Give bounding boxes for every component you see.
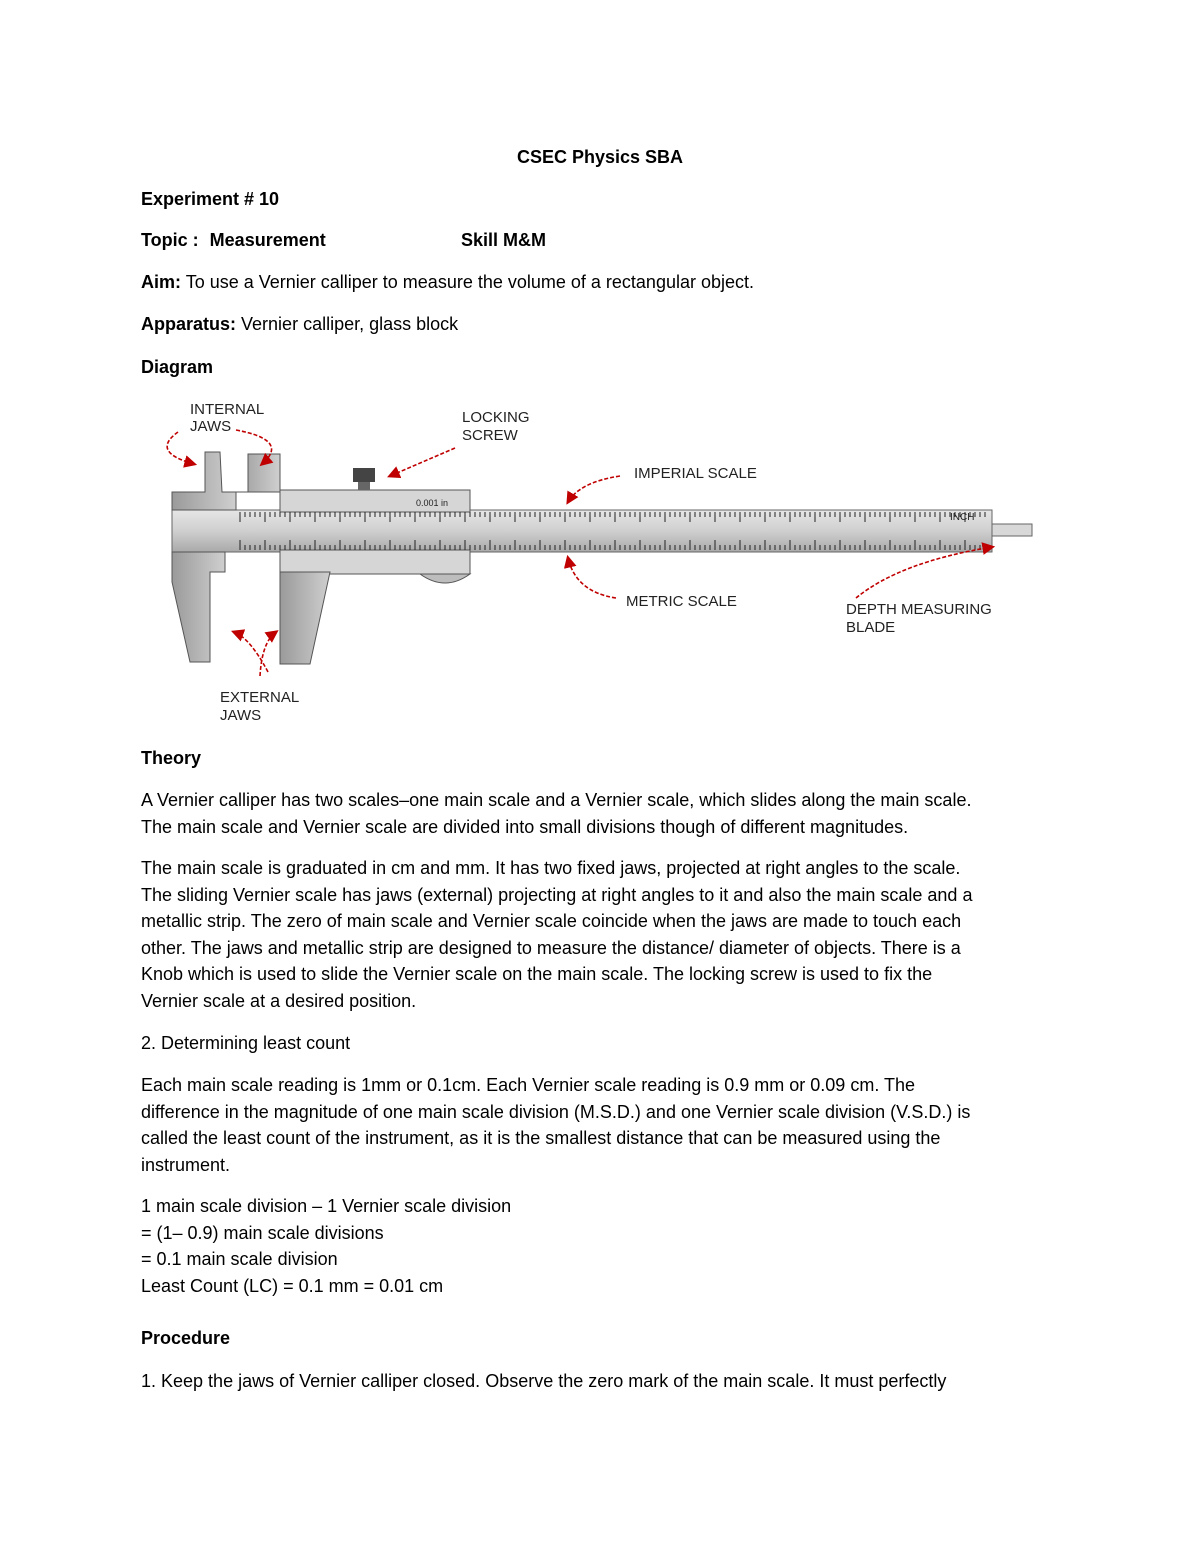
sliding-internal-jaw — [236, 454, 280, 492]
apparatus-label: Apparatus: — [141, 314, 237, 334]
topic-value: Measurement — [209, 230, 326, 250]
thumb-knob — [420, 574, 470, 583]
apparatus-line — [141, 313, 458, 335]
vernier-lower — [280, 550, 470, 574]
skill-label: Skill M&M — [461, 230, 547, 250]
topic-line — [141, 229, 547, 251]
procedure-step-1: 1. Keep the jaws of Vernier calliper closed. Observe the zero mark of the main scale. It must perfectly — [141, 1371, 947, 1391]
depth-blade — [992, 524, 1032, 536]
internal-jaws-label-2: JAWS — [190, 418, 232, 435]
fixed-external-jaw — [172, 552, 225, 662]
text-line: difference in the magnitude of one main scale division (M.S.D.) and one Vernier scale division (V.S.D.) is — [141, 1101, 971, 1122]
depth-blade-label: DEPTH MEASURING — [846, 601, 992, 618]
theory-heading: Theory — [141, 748, 202, 768]
calc-line: Least Count (LC) = 0.1 mm = 0.01 cm — [141, 1275, 444, 1296]
least-count-calculation — [141, 1193, 1061, 1299]
experiment-number: Experiment # 10 — [141, 189, 280, 209]
page-title: CSEC Physics SBA — [516, 147, 684, 167]
calc-line: 1 main scale division – 1 Vernier scale division — [141, 1196, 512, 1216]
aim-label: Aim: — [141, 272, 181, 292]
locking-screw — [353, 468, 375, 482]
calc-line: = 0.1 main scale division — [141, 1249, 338, 1269]
external-jaws-label: EXTERNAL — [220, 689, 300, 706]
locking-screw-label: LOCKING — [462, 409, 530, 426]
topic-label: Topic : — [141, 230, 199, 250]
text-line: The sliding Vernier scale has jaws (external) projecting at right angles to it and also the main scale and a — [141, 884, 973, 905]
theory-paragraph-2 — [141, 855, 1061, 1014]
theory-paragraph-3 — [141, 1072, 1061, 1178]
text-line: The main scale is graduated in cm and mm. It has two fixed jaws, projected at right angles to the scale. — [141, 858, 961, 878]
text-line: called the least count of the instrument, as it is the smallest distance that can be measured using the — [141, 1128, 941, 1148]
apparatus-text: Vernier calliper, glass block — [241, 314, 459, 334]
diagram-heading: Diagram — [141, 357, 214, 377]
aim-text: To use a Vernier calliper to measure the volume of a rectangular object. — [185, 272, 754, 292]
text-line: The main scale and Vernier scale are divided into small divisions though of different magnitudes. — [141, 816, 909, 837]
calc-line: = (1– 0.9) main scale divisions — [141, 1222, 384, 1243]
sliding-external-jaw — [280, 572, 330, 664]
text-line: Vernier scale at a desired position. — [141, 990, 417, 1011]
depth-blade-label-2: BLADE — [846, 619, 896, 636]
text-line: other. The jaws and metallic strip are designed to measure the distance/ diameter of objects. There is a — [141, 937, 961, 958]
text-line: metallic strip. The zero of main scale and Vernier scale coincide when the jaws are made to touch each — [141, 911, 962, 931]
vernier-calliper-diagram — [150, 392, 1040, 732]
text-line: Each main scale reading is 1mm or 0.1cm. Each Vernier scale reading is 0.9 mm or 0.09 cm. The — [141, 1075, 916, 1095]
least-count-heading: 2. Determining least count — [141, 1033, 351, 1053]
vernier-inch-label: 0.001 in — [416, 498, 449, 508]
external-jaws-label-2: JAWS — [220, 707, 262, 724]
aim-line — [141, 271, 754, 293]
internal-jaws-label: INTERNAL — [190, 401, 265, 418]
procedure-heading: Procedure — [141, 1328, 231, 1348]
theory-paragraph-1 — [141, 787, 1061, 840]
inch-label: INCH — [950, 512, 975, 523]
text-line: instrument. — [141, 1154, 231, 1175]
text-line: A Vernier calliper has two scales–one main scale and a Vernier scale, which slides along the main scale. — [141, 790, 972, 810]
locking-screw-label-2: SCREW — [462, 427, 518, 444]
metric-scale-label: METRIC SCALE — [626, 593, 737, 610]
imperial-scale-label: IMPERIAL SCALE — [634, 465, 757, 482]
text-line: Knob which is used to slide the Vernier scale on the main scale. The locking screw is used to fix the — [141, 964, 933, 984]
